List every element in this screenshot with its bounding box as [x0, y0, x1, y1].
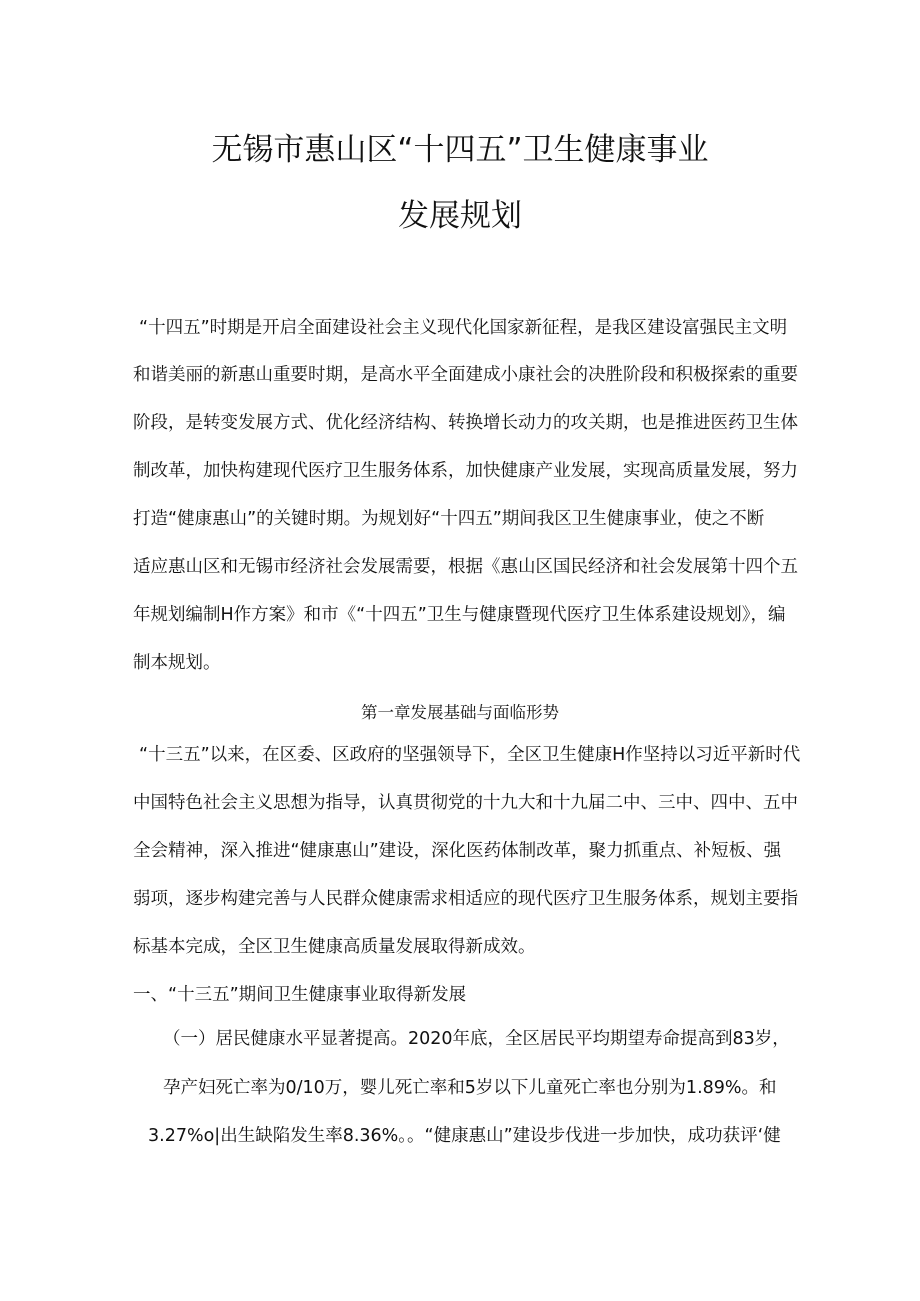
- intro-line-3: 阶段，是转变发展方式、优化经济结构、转换增长动力的攻关期，也是推进医药卫生体: [133, 413, 798, 433]
- intro-line-5: 打造“健康惠山”的关键时期。为规划好“十四五”期间我区卫生健康事业，使之不断: [133, 509, 765, 529]
- subsection-line: （一）居民健康水平显著提高。2020年底，全区居民平均期望寿命提高到83岁，: [163, 1029, 790, 1049]
- chapter-line-5: 标基本完成，全区卫生健康高质量发展取得新成效。: [133, 937, 536, 957]
- chapter-heading: 第一章发展基础与面临形势: [361, 703, 559, 722]
- document-title-line-1: 无锡市惠山区“十四五”卫生健康事业: [211, 132, 709, 168]
- stats-line: 孕产妇死亡率为0/10万，婴儿死亡率和5岁以下儿童死亡率也分别为1.89%。和: [163, 1078, 777, 1098]
- last-line: 3.27%o|出生缺陷发生率8.36%。。“健康惠山”建设步伐进一步加快，成功获评‘健: [148, 1126, 781, 1146]
- chapter-line-3: 全会精神，深入推进“健康惠山”建设，深化医药体制改革，聚力抓重点、补短板、强: [133, 841, 782, 861]
- intro-line-1: [139, 316, 788, 340]
- intro-line-8: 制本规划。: [133, 653, 221, 673]
- intro-line-7: 年规划编制H作方案》和市《“十四五”卫生与健康暨现代医疗卫生体系建设规划》，编: [133, 605, 786, 625]
- section-heading: 一、“十三五”期间卫生健康事业取得新发展: [133, 985, 467, 1005]
- intro-line-4: 制改革，加快构建现代医疗卫生服务体系，加快健康产业发展，实现高质量发展，努力: [133, 461, 798, 481]
- chapter-line-2: 中国特色社会主义思想为指导，认真贯彻党的十九大和十九届二中、三中、四中、五中: [133, 793, 798, 813]
- intro-line-6: 适应惠山区和无锡市经济社会发展需要，根据《惠山区国民经济和社会发展第十四个五: [133, 557, 798, 577]
- chapter-line-1: “十三五”以来，在区委、区政府的坚强领导下，全区卫生健康H作坚持以习近平新时代: [139, 745, 801, 765]
- intro-line-1-text: “十四五”时期是开启全面建设社会主义现代化国家新征程，是我区建设富强民主文明: [139, 318, 788, 338]
- chapter-line-4: 弱项，逐步构建完善与人民群众健康需求相适应的现代医疗卫生服务体系，规划主要指: [133, 889, 798, 909]
- intro-line-2: 和谐美丽的新惠山重要时期，是高水平全面建成小康社会的决胜阶段和积极探索的重要: [133, 365, 798, 385]
- document-title-line-2: 发展规划: [398, 198, 522, 234]
